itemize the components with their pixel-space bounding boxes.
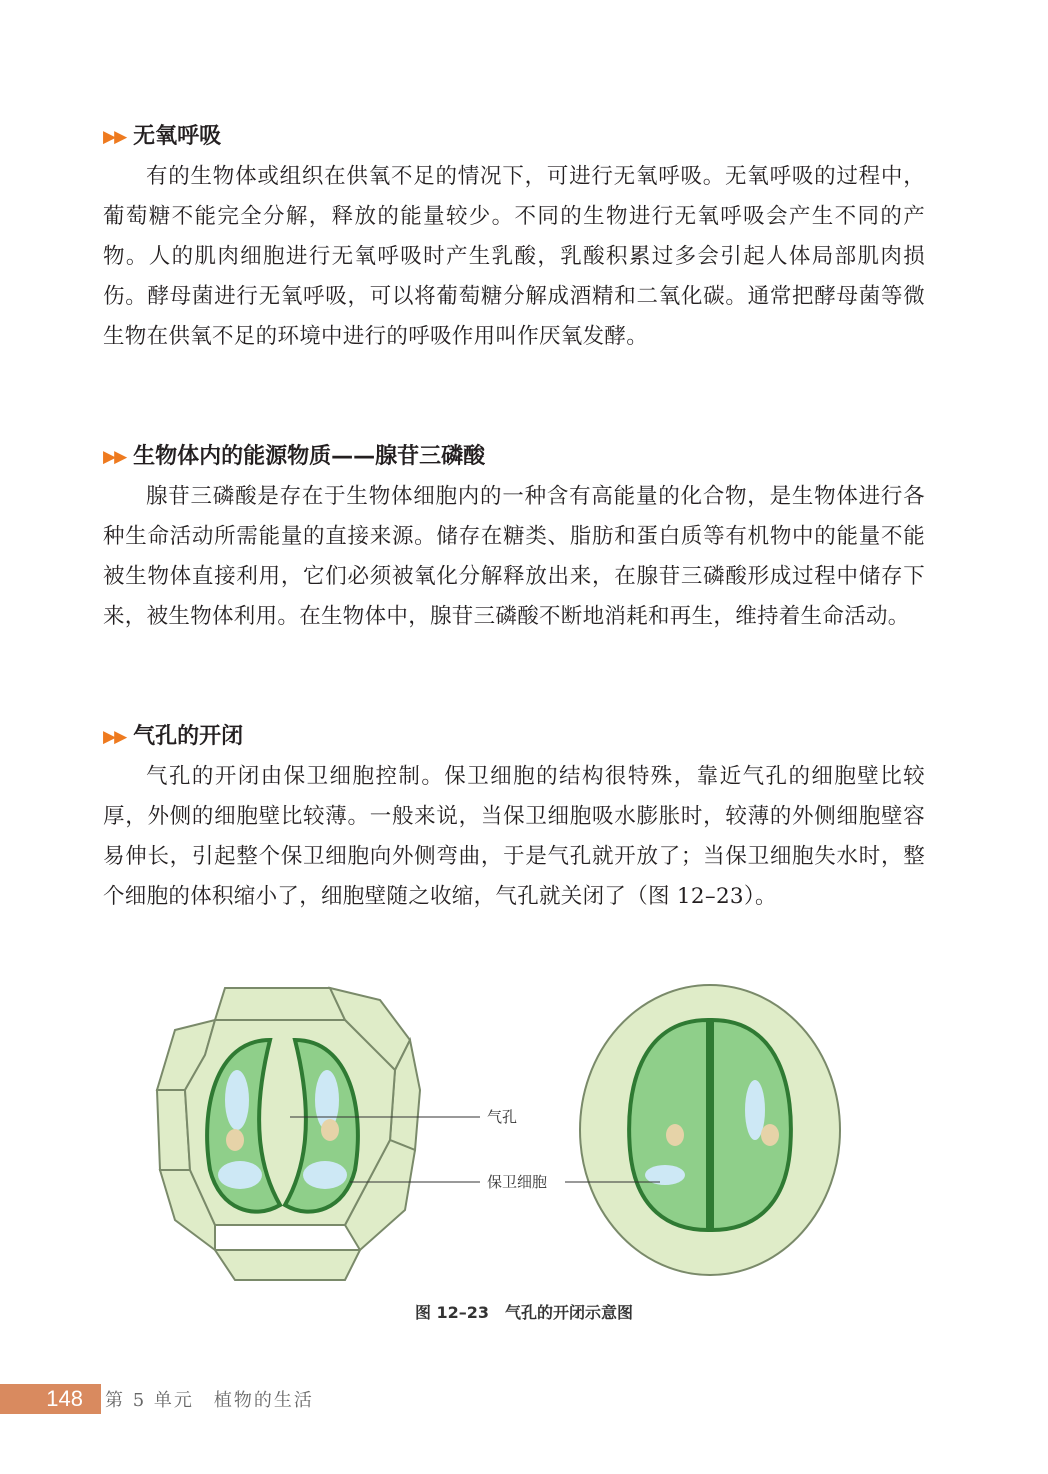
paragraph: 腺苷三磷酸是存在于生物体细胞内的一种含有高能量的化合物，是生物体进行各种生命活动所需能量的直接来源。储存在糖类、脂肪和蛋白质等有机物中的能量不能被生物体直接利用，它们必须被氧化分解释放出来，在腺苷三磷酸形成过程中储存下来，被生物体利用。在生物体中，腺苷三磷酸不断地消耗和再生，维持着生命活动。 (103, 484, 925, 629)
section-heading (103, 717, 925, 757)
label-stoma: 气孔 (487, 1108, 518, 1126)
paragraph: 气孔的开闭由保卫细胞控制。保卫细胞的结构很特殊，靠近气孔的细胞壁比较厚，外侧的细胞壁比较薄。一般来说，当保卫细胞吸水膨胀时，较薄的外侧细胞壁容易伸长，引起整个保卫细胞向外侧弯曲，于是气孔就开放了；当保卫细胞失水时，整个细胞的体积缩小了，细胞壁随之收缩，气孔就关闭了（图 12–23）。 (103, 764, 925, 909)
closed-stoma (580, 985, 840, 1275)
footer-unit-title: 第 5 单元 植物的生活 (105, 1390, 314, 1411)
arrow-icon: ▶▶ (103, 727, 126, 747)
section-anaerobic (103, 117, 925, 357)
section-heading (103, 437, 925, 477)
heading-text: 生物体内的能源物质——腺苷三磷酸 (133, 444, 486, 469)
arrow-icon: ▶▶ (103, 447, 126, 467)
heading-text: 无氧呼吸 (133, 124, 222, 149)
open-stoma (157, 988, 420, 1280)
section-heading (103, 117, 925, 157)
label-guard-cell: 保卫细胞 (487, 1173, 548, 1191)
figure-caption: 图 12–23 气孔的开闭示意图 (414, 1303, 634, 1322)
arrow-icon: ▶▶ (103, 127, 126, 147)
section-atp (103, 437, 925, 637)
stomata-diagram (150, 980, 870, 1290)
page-number: 148 (0, 1384, 101, 1414)
heading-text: 气孔的开闭 (133, 724, 244, 749)
section-stomata (103, 717, 925, 917)
paragraph: 有的生物体或组织在供氧不足的情况下，可进行无氧呼吸。无氧呼吸的过程中，葡萄糖不能完全分解，释放的能量较少。不同的生物进行无氧呼吸会产生不同的产物。人的肌肉细胞进行无氧呼吸时产生乳酸，乳酸积累过多会引起人体局部肌肉损伤。酵母菌进行无氧呼吸，可以将葡萄糖分解成酒精和二氧化碳。通常把酵母菌等微生物在供氧不足的环境中进行的呼吸作用叫作厌氧发酵。 (103, 164, 925, 349)
